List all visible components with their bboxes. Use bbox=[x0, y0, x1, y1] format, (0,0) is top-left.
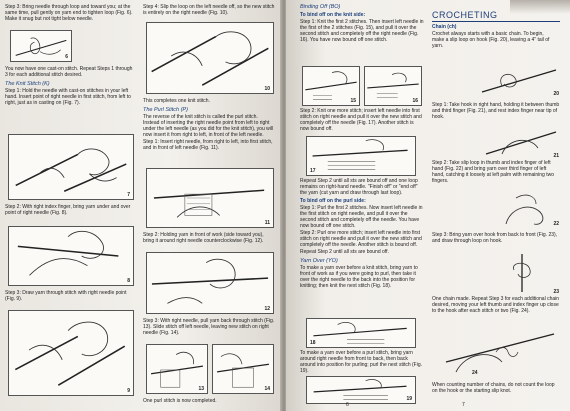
figure-19-label: 19 bbox=[406, 396, 412, 402]
figure-7-label: 7 bbox=[127, 192, 130, 198]
figure-19 bbox=[306, 376, 416, 404]
figure-8 bbox=[8, 226, 134, 286]
right-col2-block3 bbox=[432, 160, 560, 185]
knit-step2-text: Step 2: With right index finger, bring yarn under and over point of right needle (Fig. 8). bbox=[5, 204, 131, 216]
right-page bbox=[286, 0, 570, 411]
figure-22 bbox=[496, 188, 562, 228]
right-page-column-2 bbox=[432, 10, 560, 50]
left-col2-block5 bbox=[143, 398, 275, 405]
yarn-over-heading: Yarn Over (YO) bbox=[300, 258, 338, 264]
figure-23-label: 23 bbox=[553, 289, 559, 295]
figure-17-label: 17 bbox=[310, 168, 316, 174]
knit-stitch-heading: The Knit Stitch (K) bbox=[5, 81, 50, 87]
crochet-step1-text: Step 1: Take hook in right hand, holding it between thumb and third finger (Fig. 21), and rest index finger near tip of hook. bbox=[432, 102, 560, 120]
figure-6 bbox=[10, 30, 72, 62]
bind-knit-heading: To bind off on the knit side: bbox=[300, 12, 366, 18]
crochet-step3-text: Step 3: Bring yarn over hook from back to front (Fig. 23), and draw through loop on hook. bbox=[432, 232, 558, 244]
knit-completed-text: This completes one knit stitch. bbox=[143, 98, 210, 104]
figure-24-label: 24 bbox=[472, 370, 478, 376]
figure-17 bbox=[306, 136, 416, 176]
left-col2-block2 bbox=[143, 98, 275, 152]
knit-step1-text: Step 1: Hold the needle with cast-on stitches in your left hand. Insert point of right needle in first stitch, from left to right, just as in casting on (Fig. 7). bbox=[5, 88, 131, 106]
figure-12 bbox=[146, 252, 274, 314]
right-col2-block6 bbox=[432, 382, 560, 395]
bind-step2-text: Step 2: Knit one more stitch; insert left needle into first stitch on right needle and pull it over the new stitch and completely off the needle (Fig. 17). Another stitch is now bound off. bbox=[300, 108, 422, 132]
figure-11-label: 11 bbox=[264, 220, 270, 226]
bind-purl-step2: Step 2: Purl one more stitch; insert left needle into first stitch on right needle and pull it over the new stitch and completely off the needle. Another stitch is bound off. bbox=[300, 230, 422, 248]
chain-heading: Chain (ch) bbox=[432, 24, 457, 30]
purl-done-text: One purl stitch is now completed. bbox=[143, 398, 217, 404]
binding-off-heading: Binding Off (BO) bbox=[300, 4, 341, 10]
right-col2-block4 bbox=[432, 232, 560, 245]
counting-note: When counting number of chains, do not count the loop on the hook or the starting slip knot. bbox=[432, 382, 555, 394]
right-col1-block4 bbox=[300, 350, 424, 375]
figure-21 bbox=[482, 124, 562, 160]
figure-15-label: 15 bbox=[350, 98, 356, 104]
right-page-column-1 bbox=[300, 4, 424, 44]
bind-purl-step1: Step 1: Purl the first 2 stitches. Now insert left needle in the first stitch on right needle, and pull it over the second stitch and completely off the needle. You have now bound off one stitch. bbox=[300, 205, 423, 229]
left-page bbox=[0, 0, 282, 411]
left-page-column-2 bbox=[143, 4, 275, 17]
figure-10 bbox=[146, 22, 274, 94]
cast-on-note: You now have one cast-on stitch. Repeat Steps 1 through 3 for each additional stitch desired. bbox=[5, 66, 133, 78]
figure-18 bbox=[306, 318, 416, 348]
figure-10-label: 10 bbox=[264, 86, 270, 92]
right-col1-block3 bbox=[300, 178, 424, 290]
figure-9 bbox=[8, 310, 134, 396]
figure-16 bbox=[364, 66, 422, 106]
left-col2-block4 bbox=[143, 318, 275, 337]
figure-9-label: 9 bbox=[127, 388, 130, 394]
figure-12-label: 12 bbox=[264, 306, 270, 312]
step3-text: Step 3: Bring needle through loop and toward you; at the same time, pull gently on yarn end to tighten loop (Fig. 6). Make it snug but not tight below needle. bbox=[5, 4, 133, 22]
figure-22-label: 22 bbox=[553, 221, 559, 227]
figure-13 bbox=[146, 344, 208, 394]
figure-15 bbox=[302, 66, 360, 106]
figure-13-label: 13 bbox=[198, 386, 204, 392]
one-chain-text: One chain made. Repeat Step 3 for each additional chain desired, moving your left thumb and index finger up close to the hook after each stitch or two (Fig. 24). bbox=[432, 296, 560, 314]
left-col2-block3 bbox=[143, 232, 275, 245]
figure-16-label: 16 bbox=[412, 98, 418, 104]
crochet-step2-text: Step 2: Take slip loop in thumb and index finger of left hand (Fig. 22) and bring yarn over third finger of left hand, catching it loosely at left palm with remaining two fingers. bbox=[432, 160, 555, 184]
bind-purl-heading: To bind off on the purl side: bbox=[300, 198, 366, 204]
figure-6-label: 6 bbox=[65, 54, 68, 60]
figure-18-label: 18 bbox=[310, 340, 316, 346]
figure-23 bbox=[492, 250, 562, 296]
figure-20 bbox=[472, 64, 562, 98]
bind-step3-text: Repeat Step 2 until all sts are bound off and one loop remains on right-hand needle. "Finish off" or "end off" the yarn (cut yarn and draw through last loop). bbox=[300, 178, 418, 196]
top-edge-shadow bbox=[510, 0, 570, 14]
step4-text: Step 4: Slip the loop on the left needle off, so the new stitch is entirely on the right needle (Fig. 10). bbox=[143, 4, 275, 16]
figure-20-label: 20 bbox=[553, 91, 559, 97]
purl-step2-text: Step 2: Holding yarn in front of work (side toward you), bring it around right needle counterclockwise (Fig. 12). bbox=[143, 232, 264, 244]
right-col2-block2 bbox=[432, 102, 560, 121]
figure-21-label: 21 bbox=[553, 153, 559, 159]
figure-11 bbox=[146, 168, 274, 228]
purl-step1-text: Step 1: Insert right needle, from right to left, into first stitch, and in front of left needle (Fig. 11). bbox=[143, 139, 273, 151]
yarn-over-knit-text: To make a yarn over before a knit stitch, bring yarn to front of work as if you were going to purl, then take it over the right needle to the back into the position for knitting; then knit the next stitch (Fig. 18). bbox=[300, 265, 418, 289]
purl-stitch-heading: The Purl Stitch (P) bbox=[143, 107, 188, 113]
page-number-6: 6 bbox=[346, 402, 349, 408]
figure-7 bbox=[8, 134, 134, 200]
bind-step1-text: Step 1: Knit the first 2 stitches. Then insert left needle in the first of the 2 stitches (Fig. 15), and pull it over the second stitch and completely off the right needle (Fig. 16). You have now bound off one stitch. bbox=[300, 19, 424, 43]
bind-purl-step3: Repeat Step 2 until all sts are bound off. bbox=[300, 249, 389, 255]
left-page-column-1 bbox=[5, 0, 133, 23]
left-col1-block2 bbox=[5, 66, 133, 107]
figure-8-label: 8 bbox=[127, 278, 130, 284]
knit-step3-text: Step 3: Draw yarn through stitch with right needle point (Fig. 9). bbox=[5, 290, 127, 302]
crocheting-title: CROCHETING bbox=[432, 10, 560, 22]
figure-14-label: 14 bbox=[264, 386, 270, 392]
right-col1-block2 bbox=[300, 108, 424, 133]
purl-step3-text: Step 3: With right needle, pull yarn back through stitch (Fig. 13). Slide stitch off left needle, leaving new stitch on right needle (Fig. 14). bbox=[143, 318, 275, 336]
yarn-over-purl-text: To make a yarn over before a purl stitch, bring yarn around right needle from front to back, then back around into position for purling; purl the next stitch (Fig. 19). bbox=[300, 350, 423, 374]
right-col2-block5 bbox=[432, 296, 560, 315]
left-col1-block4 bbox=[5, 290, 133, 303]
chain-intro-text: Crochet always starts with a basic chain. To begin, make a slip loop on hook (Fig. 20), leaving a 4" tail of yarn. bbox=[432, 31, 550, 49]
purl-intro-text: The reverse of the knit stitch is called the purl stitch. Instead of inserting the right needle point from left to right under the left needle (as you did for the knit stitch), you will now insert it from right to left, in front of the left needle. bbox=[143, 114, 274, 138]
figure-24 bbox=[436, 322, 562, 378]
figure-14 bbox=[212, 344, 274, 394]
left-col1-block3 bbox=[5, 204, 133, 217]
page-number-7: 7 bbox=[462, 402, 465, 408]
